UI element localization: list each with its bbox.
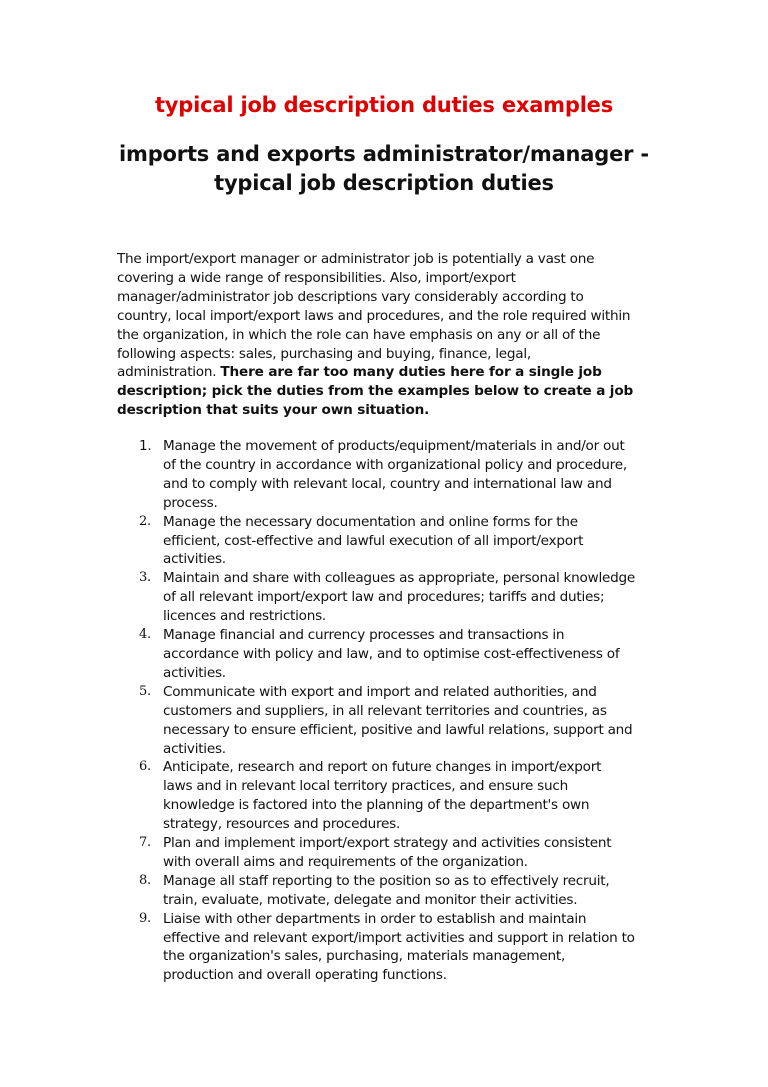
intro-line: the organization, in which the role can have emphasis on any or all of the (117, 326, 601, 343)
duty-number: 7. (139, 835, 151, 851)
duty-line: production and overall operating functions. (163, 967, 447, 984)
duty-line: Manage all staff reporting to the position so as to effectively recruit, (163, 872, 610, 889)
duty-item (117, 910, 662, 986)
duty-line: knowledge is factored into the planning of the department's own (163, 797, 590, 814)
duty-line: Anticipate, research and report on future changes in import/export (163, 759, 602, 776)
duty-number: 9. (139, 910, 151, 926)
duty-number: 2. (139, 513, 151, 529)
duty-item (117, 872, 662, 910)
duty-line: efficient, cost-effective and lawful execution of all import/export (163, 532, 584, 549)
duty-item (117, 513, 662, 570)
duty-item (117, 626, 662, 683)
duty-line: Manage the movement of products/equipment/materials in and/or out (163, 438, 625, 454)
duty-item (117, 683, 662, 759)
duty-line: Manage the necessary documentation and online forms for the (163, 513, 578, 530)
intro-line (117, 363, 662, 382)
page-subtitle (0, 140, 768, 198)
duty-line: Maintain and share with colleagues as appropriate, personal knowledge (163, 570, 635, 587)
duty-line: of the country in accordance with organizational policy and procedure, (163, 456, 627, 473)
duty-line: the organization's sales, purchasing, materials management, (163, 948, 566, 965)
intro-emphasis-line: description that suits your own situation. (117, 402, 430, 419)
subtitle-line: typical job description duties (214, 171, 554, 195)
intro-line: country, local import/export laws and procedures, and the role required within (117, 307, 631, 324)
duty-line: licences and restrictions. (163, 608, 326, 625)
duty-line: with overall aims and requirements of the organization. (163, 853, 528, 870)
duty-line: customers and suppliers, in all relevant territories and countries, as (163, 702, 607, 719)
duty-line: Communicate with export and import and related authorities, and (163, 683, 597, 700)
duty-item (117, 437, 662, 513)
duty-line: necessary to ensure efficient, positive and lawful relations, support and (163, 721, 633, 738)
intro-emphasis: There are far too many duties here for a single job (220, 364, 602, 381)
duty-line: accordance with policy and law, and to optimise cost-effectiveness of (163, 645, 620, 662)
duty-line: effective and relevant export/import activities and support in relation to (163, 929, 635, 946)
duty-line: of all relevant import/export law and procedures; tariffs and duties; (163, 589, 605, 606)
intro-line: covering a wide range of responsibilities. Also, import/export (117, 269, 516, 286)
intro-line: manager/administrator job descriptions vary considerably according to (117, 288, 584, 305)
intro-emphasis-line: description; pick the duties from the examples below to create a job (117, 383, 634, 400)
duty-number: 3. (139, 570, 151, 586)
duty-number: 1. (139, 438, 152, 454)
duty-line: train, evaluate, motivate, delegate and monitor their activities. (163, 891, 578, 908)
intro-paragraph (117, 250, 662, 420)
duty-item (117, 569, 662, 626)
duty-line: Plan and implement import/export strategy and activities consistent (163, 835, 612, 852)
duty-line: strategy, resources and procedures. (163, 816, 401, 833)
subtitle-line: imports and exports administrator/manager - (119, 142, 649, 166)
duty-line: laws and in relevant local territory practices, and ensure such (163, 778, 568, 795)
intro-line: The import/export manager or administrator job is potentially a vast one (117, 251, 595, 267)
duty-line: activities. (163, 664, 226, 681)
duty-item (117, 758, 662, 834)
duty-number: 5. (139, 683, 151, 699)
duty-line: activities. (163, 551, 226, 568)
duty-line: activities. (163, 740, 226, 757)
duty-line: and to comply with relevant local, country and international law and (163, 475, 612, 492)
duty-line: process. (163, 494, 218, 511)
duty-line: Liaise with other departments in order to establish and maintain (163, 910, 587, 927)
duty-number: 6. (139, 759, 151, 775)
duty-number: 4. (139, 627, 151, 643)
intro-text: administration. (117, 364, 221, 381)
intro-line: following aspects: sales, purchasing and buying, finance, legal, (117, 345, 531, 362)
page-title: typical job description duties examples (154, 93, 614, 117)
duty-line: Manage financial and currency processes and transactions in (163, 627, 565, 644)
duty-item (117, 834, 662, 872)
duties-list (117, 437, 662, 985)
duty-number: 8. (139, 872, 151, 888)
